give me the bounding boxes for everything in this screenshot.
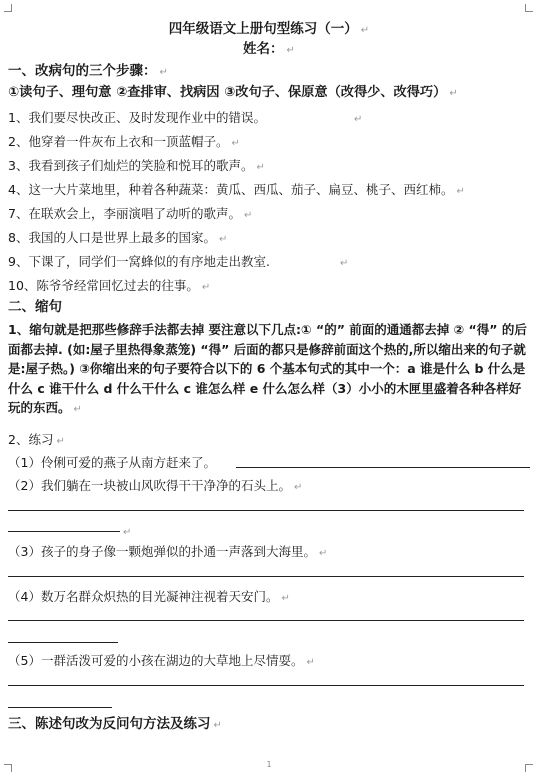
paragraph-mark-icon: ↵ [449,88,458,99]
name-label-text: 姓名： [243,41,284,57]
practice-label [8,432,65,450]
section2-rules [8,320,532,420]
exercise-item [8,544,327,562]
sentence-text: 3、我看到孩子们灿烂的笑脸和悦耳的歌声。 [8,158,254,173]
paragraph-mark-icon: ↵ [56,436,65,447]
paragraph-mark-icon: ↵ [353,114,363,125]
paragraph-mark-icon: ↵ [218,234,228,245]
exercise-text: （4）数万名群众炽热的目光凝神注视着天安门。 [8,589,279,604]
answer-line[interactable] [236,467,530,468]
section1-heading-text: 一、改病句的三个步骤： [8,63,157,79]
sentence-item [8,182,465,200]
paragraph-mark-icon: ↵ [286,45,295,56]
paragraph-mark-icon: ↵ [243,210,253,221]
sentence-item [8,158,265,176]
paragraph-end [120,523,131,541]
exercise-text: （5）一群活泼可爱的小孩在湖边的大草地上尽情耍。 [8,653,304,668]
exercise-item [8,653,315,671]
answer-line[interactable] [8,510,524,511]
paragraph-mark-icon: ↵ [306,657,315,668]
paragraph-mark-icon: ↵ [293,482,303,493]
answer-line[interactable] [8,531,120,532]
exercise-item [8,589,290,607]
paragraph-mark-icon: ↵ [231,138,240,149]
sentence-item [8,110,362,128]
sentence-item [8,254,348,272]
sentence-item [8,134,240,152]
section1-steps [8,85,458,102]
sentence-text: 4、这一大片菜地里，种着各种蔬菜：黄瓜、西瓜、茄子、扁豆、桃子、西红柿。 [8,182,454,197]
steps-text: ①读句子、理句意 ②查排审、找病因 ③改句子、保原意（改得少、改得巧） [8,85,447,100]
paragraph-mark-icon: ↵ [256,162,265,173]
title-text: 四年级语文上册句型练习（一） [168,21,358,37]
sentence-item [8,230,227,248]
exercise-text: （3）孩子的身子像一颗炮弹似的扑通一声落到大海里。 [8,544,316,559]
section2-heading-text: 二、缩句 [8,299,62,315]
paragraph-mark-icon: ↵ [318,548,328,559]
crop-mark-top-left [4,4,12,12]
paragraph-mark-icon: ↵ [360,25,370,36]
answer-line[interactable] [8,576,524,577]
answer-line[interactable] [8,707,112,708]
paragraph-mark-icon: ↵ [201,282,211,293]
name-field-label [0,41,538,59]
practice-label-text: 2、练习 [8,432,54,447]
section3-heading-text: 三、陈述句改为反问句方法及练习 [8,716,211,732]
sentence-text: 9、下课了，同学们一窝蜂似的有序地走出教室. [8,254,270,269]
exercise-text: （2）我们躺在一块被山风吹得干干净净的石头上。 [8,478,291,493]
document-title [0,21,538,39]
paragraph-mark-icon: ↵ [213,720,222,731]
answer-line[interactable] [8,620,524,621]
exercise-text: （1）伶俐可爱的燕子从南方赶来了。 [8,455,216,470]
answer-line[interactable] [8,685,524,686]
sentence-text: 1、我们要尽快改正、及时发现作业中的错误。 [8,110,266,125]
sentence-text: 2、他穿着一件灰布上衣和一顶蓝帽子。 [8,134,229,149]
page-number: 1 [266,760,272,769]
crop-mark-top-right [525,4,533,12]
answer-line[interactable] [8,642,118,643]
exercise-item [8,455,216,471]
sentence-item [8,278,210,296]
sentence-text: 7、在联欢会上，李丽演唱了动听的歌声。 [8,206,241,221]
section1-heading [8,63,168,81]
sentence-text: 8、我国的人口是世界上最多的国家。 [8,230,216,245]
paragraph-mark-icon: ↵ [456,186,465,197]
section3-heading [8,716,222,734]
paragraph-mark-icon: ↵ [123,527,132,538]
paragraph-mark-icon: ↵ [281,593,290,604]
section2-heading [8,299,62,315]
sentence-text: 10、陈爷爷经常回忆过去的往事。 [8,278,199,293]
rules-text: 1、缩句就是把那些修辞手法都去掉 要注意以下几点:① “的” 前面的通通都去掉 ② “得” 的后面都去掉. (如:屋子里热得象蒸笼) “得” 后面的都只是修辞前面这个热的,所以缩出来的句子就是:屋子热。) ③你缩出来的句子要符合以下的 6 个基本句式的其中一个：a 谁是什么 b 什么是什么 c 谁干什么 d 什么干什么 c 谁怎么样 e 什么怎么样（3）小小的木匣里盛着各种各样好玩的东西。 [8,322,527,415]
paragraph-mark-icon: ↵ [73,404,82,415]
paragraph-mark-icon: ↵ [159,67,168,78]
paragraph-mark-icon: ↵ [339,258,349,269]
sentence-item [8,206,252,224]
exercise-item [8,478,302,496]
